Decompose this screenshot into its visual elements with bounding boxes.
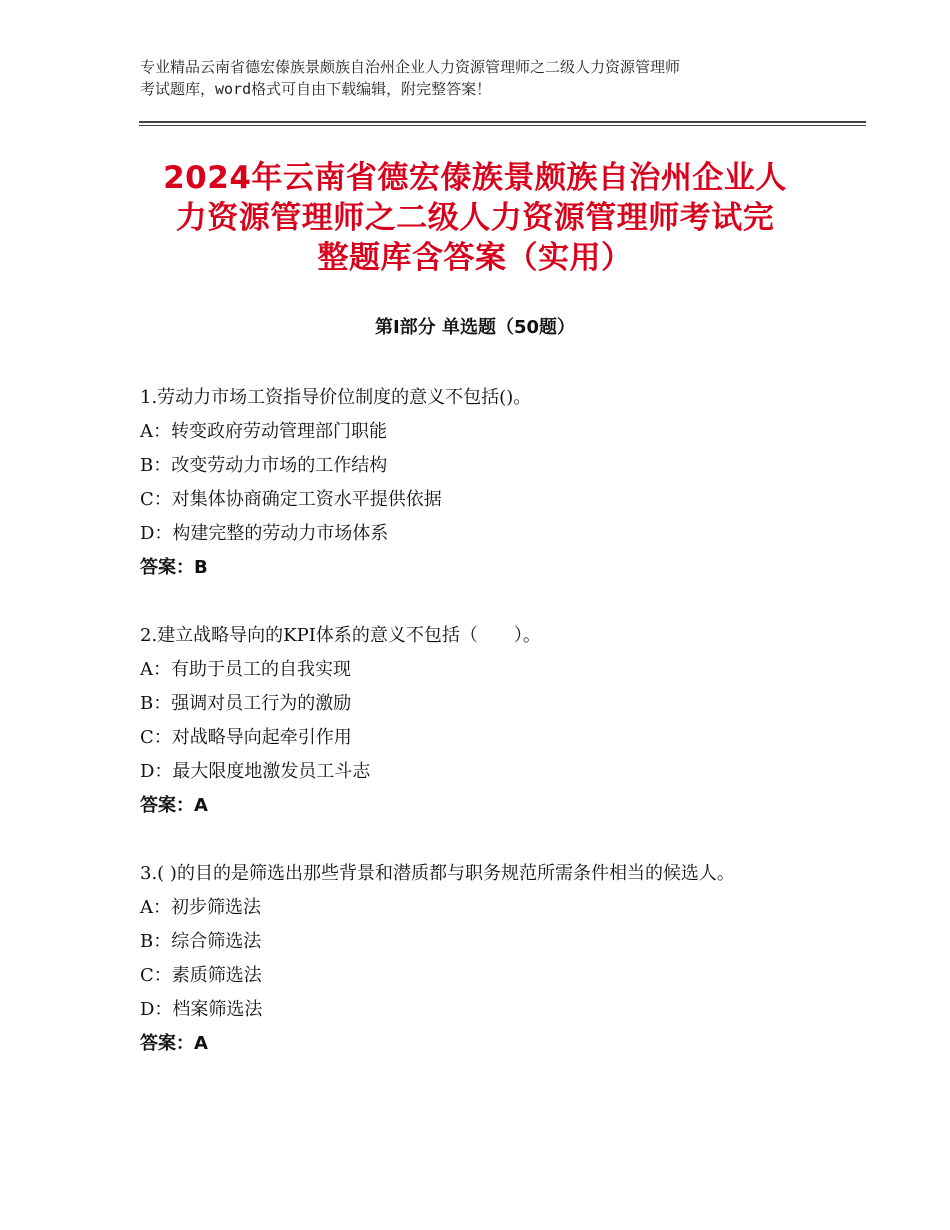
option-d: D：最大限度地激发员工斗志 (140, 761, 371, 782)
option-d: D：构建完整的劳动力市场体系 (140, 523, 389, 544)
option-d: D：档案筛选法 (140, 999, 263, 1020)
option-a: A：有助于员工的自我实现 (140, 659, 351, 680)
question-list (140, 381, 820, 1095)
document-title-line3: 整题库含答案（实用） (317, 240, 633, 276)
question-1 (140, 381, 820, 585)
option-a: A：初步筛选法 (140, 897, 261, 918)
header-rule-thin (139, 125, 866, 126)
answer: 答案：A (140, 795, 208, 816)
option-a: A：转变政府劳动管理部门职能 (140, 421, 387, 442)
option-c: C：素质筛选法 (140, 965, 262, 986)
document-title-line2: 力资源管理师之二级人力资源管理师考试完 (175, 200, 775, 236)
answer: 答案：B (140, 557, 208, 578)
option-b: B：综合筛选法 (140, 931, 262, 952)
option-b: B：强调对员工行为的激励 (140, 693, 352, 714)
question-stem: 3.( )的目的是筛选出那些背景和潜质都与职务规范所需条件相当的候选人。 (140, 863, 735, 884)
question-stem: 2.建立战略导向的KPI体系的意义不包括（ ）。 (140, 625, 541, 646)
question-3 (140, 857, 820, 1061)
document-title (130, 158, 820, 278)
header-note (140, 56, 820, 100)
option-c: C：对集体协商确定工资水平提供依据 (140, 489, 442, 510)
header-note-line1: 专业精品云南省德宏傣族景颇族自治州企业人力资源管理师之二级人力资源管理师 (140, 58, 681, 76)
answer: 答案：A (140, 1033, 208, 1054)
header-note-line2: 考试题库，word格式可自由下载编辑，附完整答案！ (140, 80, 492, 98)
option-b: B：改变劳动力市场的工作结构 (140, 455, 388, 476)
section-title: 第Ⅰ部分 单选题（50题） (374, 317, 575, 338)
question-2 (140, 619, 820, 823)
question-stem: 1.劳动力市场工资指导价位制度的意义不包括()。 (140, 387, 532, 408)
option-c: C：对战略导向起牵引作用 (140, 727, 352, 748)
header-rule-thick (139, 121, 866, 123)
document-title-line1: 2024年云南省德宏傣族景颇族自治州企业人 (163, 160, 787, 196)
